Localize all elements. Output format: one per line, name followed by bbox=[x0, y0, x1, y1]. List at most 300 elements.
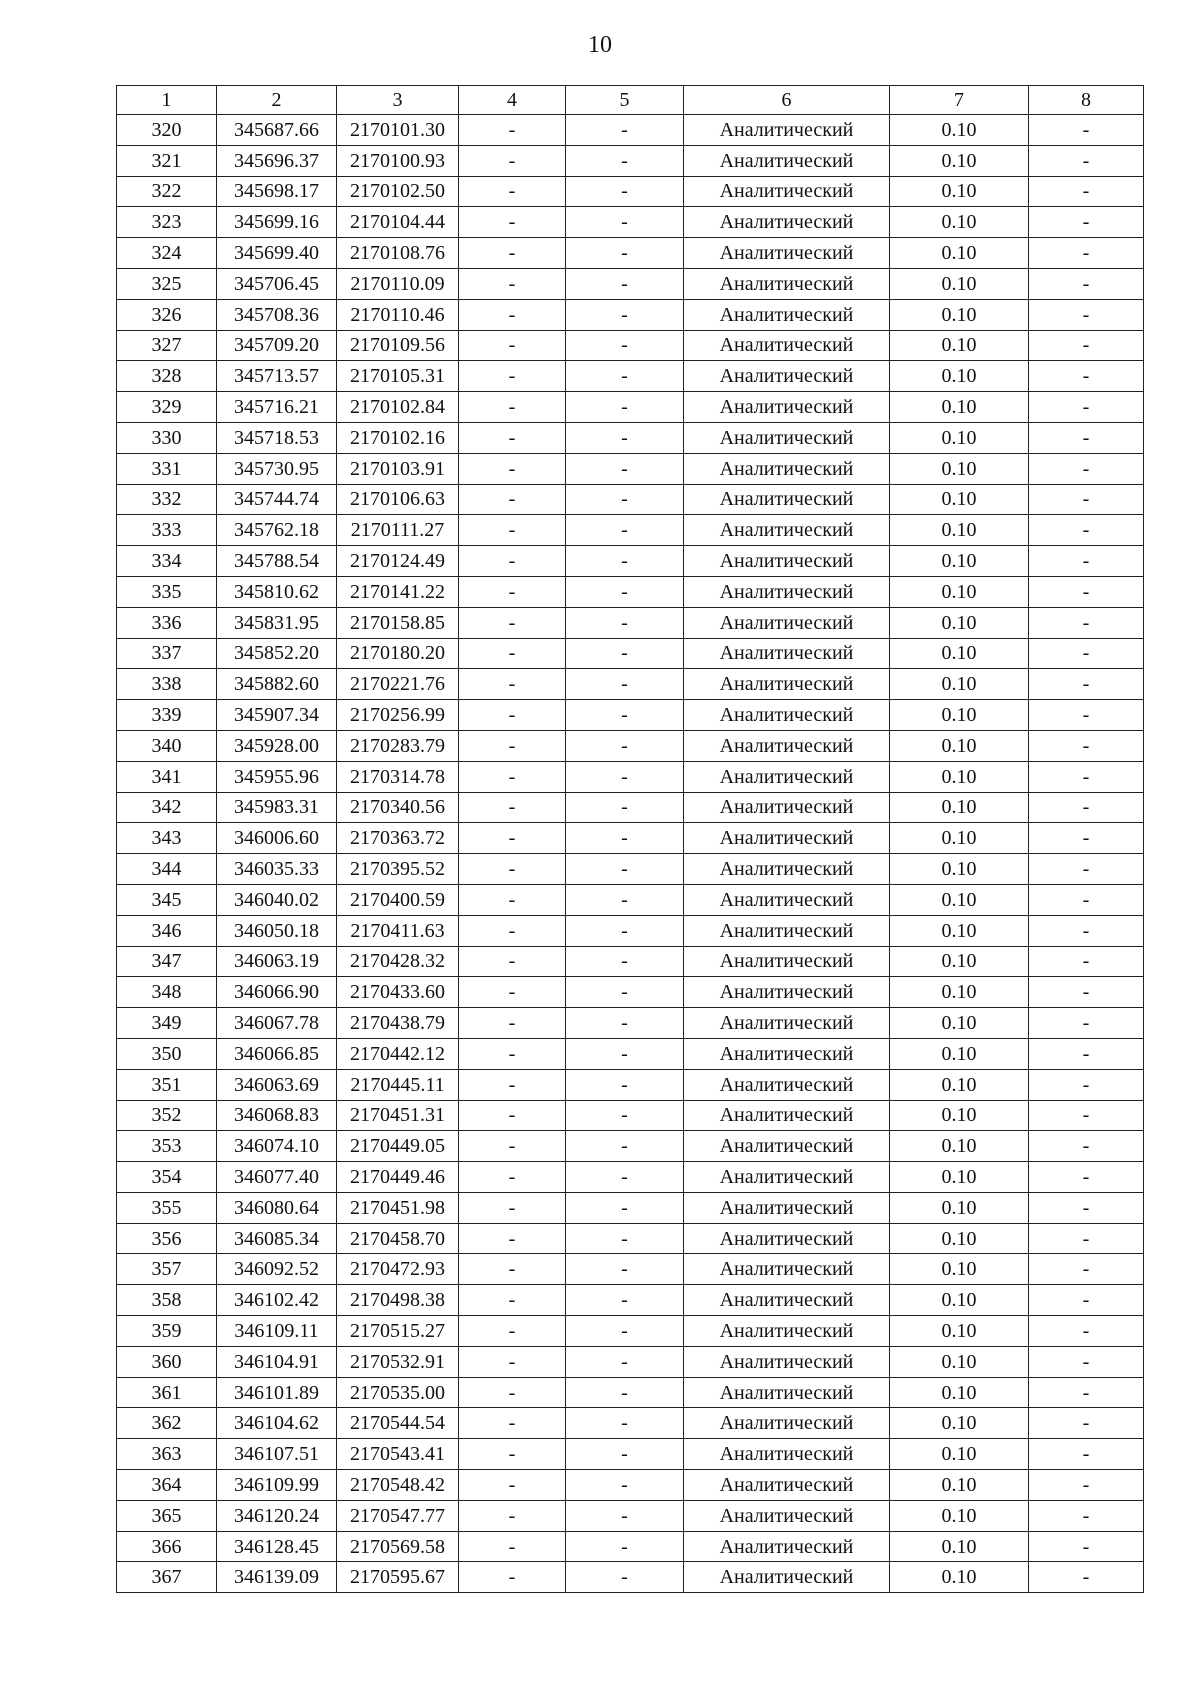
column-4-cell: - bbox=[459, 1100, 566, 1131]
x-coordinate-cell: 345708.36 bbox=[217, 299, 337, 330]
column-5-cell: - bbox=[566, 546, 684, 577]
method-cell: Аналитический bbox=[684, 1408, 890, 1439]
y-coordinate-cell: 2170547.77 bbox=[337, 1500, 459, 1531]
column-8-cell: - bbox=[1029, 1131, 1144, 1162]
point-number-cell: 336 bbox=[117, 607, 217, 638]
column-5-cell: - bbox=[566, 1316, 684, 1347]
column-5-cell: - bbox=[566, 576, 684, 607]
point-number-cell: 347 bbox=[117, 946, 217, 977]
point-number-cell: 330 bbox=[117, 422, 217, 453]
column-header: 6 bbox=[684, 86, 890, 115]
accuracy-cell: 0.10 bbox=[890, 515, 1029, 546]
accuracy-cell: 0.10 bbox=[890, 638, 1029, 669]
column-5-cell: - bbox=[566, 207, 684, 238]
column-4-cell: - bbox=[459, 1162, 566, 1193]
column-4-cell: - bbox=[459, 330, 566, 361]
accuracy-cell: 0.10 bbox=[890, 422, 1029, 453]
column-8-cell: - bbox=[1029, 453, 1144, 484]
method-cell: Аналитический bbox=[684, 1038, 890, 1069]
table-row bbox=[117, 761, 1144, 792]
table-row bbox=[117, 1131, 1144, 1162]
point-number-cell: 343 bbox=[117, 823, 217, 854]
column-5-cell: - bbox=[566, 884, 684, 915]
column-5-cell: - bbox=[566, 1408, 684, 1439]
point-number-cell: 363 bbox=[117, 1439, 217, 1470]
column-4-cell: - bbox=[459, 700, 566, 731]
method-cell: Аналитический bbox=[684, 1069, 890, 1100]
y-coordinate-cell: 2170101.30 bbox=[337, 115, 459, 146]
x-coordinate-cell: 345928.00 bbox=[217, 730, 337, 761]
accuracy-cell: 0.10 bbox=[890, 1162, 1029, 1193]
y-coordinate-cell: 2170141.22 bbox=[337, 576, 459, 607]
accuracy-cell: 0.10 bbox=[890, 330, 1029, 361]
method-cell: Аналитический bbox=[684, 1470, 890, 1501]
method-cell: Аналитический bbox=[684, 361, 890, 392]
y-coordinate-cell: 2170124.49 bbox=[337, 546, 459, 577]
method-cell: Аналитический bbox=[684, 607, 890, 638]
column-5-cell: - bbox=[566, 761, 684, 792]
column-5-cell: - bbox=[566, 1162, 684, 1193]
y-coordinate-cell: 2170180.20 bbox=[337, 638, 459, 669]
column-5-cell: - bbox=[566, 638, 684, 669]
method-cell: Аналитический bbox=[684, 392, 890, 423]
column-8-cell: - bbox=[1029, 361, 1144, 392]
column-4-cell: - bbox=[459, 576, 566, 607]
accuracy-cell: 0.10 bbox=[890, 1470, 1029, 1501]
column-5-cell: - bbox=[566, 915, 684, 946]
table-row bbox=[117, 515, 1144, 546]
y-coordinate-cell: 2170428.32 bbox=[337, 946, 459, 977]
method-cell: Аналитический bbox=[684, 946, 890, 977]
accuracy-cell: 0.10 bbox=[890, 392, 1029, 423]
x-coordinate-cell: 346085.34 bbox=[217, 1223, 337, 1254]
column-4-cell: - bbox=[459, 176, 566, 207]
point-number-cell: 329 bbox=[117, 392, 217, 423]
y-coordinate-cell: 2170106.63 bbox=[337, 484, 459, 515]
column-5-cell: - bbox=[566, 669, 684, 700]
method-cell: Аналитический bbox=[684, 484, 890, 515]
method-cell: Аналитический bbox=[684, 1316, 890, 1347]
column-5-cell: - bbox=[566, 1069, 684, 1100]
method-cell: Аналитический bbox=[684, 576, 890, 607]
y-coordinate-cell: 2170108.76 bbox=[337, 238, 459, 269]
x-coordinate-cell: 345687.66 bbox=[217, 115, 337, 146]
column-4-cell: - bbox=[459, 638, 566, 669]
column-4-cell: - bbox=[459, 730, 566, 761]
table-row bbox=[117, 238, 1144, 269]
column-8-cell: - bbox=[1029, 607, 1144, 638]
table-row bbox=[117, 1162, 1144, 1193]
column-5-cell: - bbox=[566, 1131, 684, 1162]
point-number-cell: 333 bbox=[117, 515, 217, 546]
x-coordinate-cell: 345762.18 bbox=[217, 515, 337, 546]
y-coordinate-cell: 2170110.46 bbox=[337, 299, 459, 330]
column-5-cell: - bbox=[566, 238, 684, 269]
accuracy-cell: 0.10 bbox=[890, 792, 1029, 823]
column-4-cell: - bbox=[459, 238, 566, 269]
table-row bbox=[117, 946, 1144, 977]
accuracy-cell: 0.10 bbox=[890, 884, 1029, 915]
y-coordinate-cell: 2170104.44 bbox=[337, 207, 459, 238]
method-cell: Аналитический bbox=[684, 1192, 890, 1223]
coordinates-table bbox=[116, 85, 1144, 1593]
method-cell: Аналитический bbox=[684, 1531, 890, 1562]
y-coordinate-cell: 2170569.58 bbox=[337, 1531, 459, 1562]
point-number-cell: 355 bbox=[117, 1192, 217, 1223]
column-5-cell: - bbox=[566, 515, 684, 546]
x-coordinate-cell: 345907.34 bbox=[217, 700, 337, 731]
column-8-cell: - bbox=[1029, 422, 1144, 453]
method-cell: Аналитический bbox=[684, 515, 890, 546]
column-5-cell: - bbox=[566, 392, 684, 423]
point-number-cell: 340 bbox=[117, 730, 217, 761]
table-row bbox=[117, 484, 1144, 515]
accuracy-cell: 0.10 bbox=[890, 576, 1029, 607]
accuracy-cell: 0.10 bbox=[890, 1008, 1029, 1039]
point-number-cell: 320 bbox=[117, 115, 217, 146]
column-header: 4 bbox=[459, 86, 566, 115]
column-4-cell: - bbox=[459, 1562, 566, 1593]
y-coordinate-cell: 2170515.27 bbox=[337, 1316, 459, 1347]
column-4-cell: - bbox=[459, 1439, 566, 1470]
x-coordinate-cell: 345713.57 bbox=[217, 361, 337, 392]
column-8-cell: - bbox=[1029, 1500, 1144, 1531]
accuracy-cell: 0.10 bbox=[890, 1069, 1029, 1100]
method-cell: Аналитический bbox=[684, 268, 890, 299]
column-8-cell: - bbox=[1029, 207, 1144, 238]
column-5-cell: - bbox=[566, 700, 684, 731]
table-row bbox=[117, 1100, 1144, 1131]
x-coordinate-cell: 345696.37 bbox=[217, 145, 337, 176]
accuracy-cell: 0.10 bbox=[890, 145, 1029, 176]
column-4-cell: - bbox=[459, 854, 566, 885]
point-number-cell: 327 bbox=[117, 330, 217, 361]
column-5-cell: - bbox=[566, 977, 684, 1008]
column-4-cell: - bbox=[459, 884, 566, 915]
point-number-cell: 348 bbox=[117, 977, 217, 1008]
method-cell: Аналитический bbox=[684, 546, 890, 577]
table-row bbox=[117, 1192, 1144, 1223]
x-coordinate-cell: 346128.45 bbox=[217, 1531, 337, 1562]
point-number-cell: 350 bbox=[117, 1038, 217, 1069]
y-coordinate-cell: 2170543.41 bbox=[337, 1439, 459, 1470]
x-coordinate-cell: 346120.24 bbox=[217, 1500, 337, 1531]
column-5-cell: - bbox=[566, 361, 684, 392]
accuracy-cell: 0.10 bbox=[890, 823, 1029, 854]
table-row bbox=[117, 1439, 1144, 1470]
x-coordinate-cell: 345744.74 bbox=[217, 484, 337, 515]
x-coordinate-cell: 345706.45 bbox=[217, 268, 337, 299]
accuracy-cell: 0.10 bbox=[890, 1285, 1029, 1316]
accuracy-cell: 0.10 bbox=[890, 669, 1029, 700]
column-5-cell: - bbox=[566, 453, 684, 484]
x-coordinate-cell: 346063.19 bbox=[217, 946, 337, 977]
table-row bbox=[117, 422, 1144, 453]
table-row bbox=[117, 1069, 1144, 1100]
accuracy-cell: 0.10 bbox=[890, 730, 1029, 761]
y-coordinate-cell: 2170102.16 bbox=[337, 422, 459, 453]
accuracy-cell: 0.10 bbox=[890, 1223, 1029, 1254]
x-coordinate-cell: 346109.99 bbox=[217, 1470, 337, 1501]
accuracy-cell: 0.10 bbox=[890, 607, 1029, 638]
point-number-cell: 337 bbox=[117, 638, 217, 669]
y-coordinate-cell: 2170458.70 bbox=[337, 1223, 459, 1254]
table-row bbox=[117, 1223, 1144, 1254]
method-cell: Аналитический bbox=[684, 299, 890, 330]
table-row bbox=[117, 546, 1144, 577]
point-number-cell: 362 bbox=[117, 1408, 217, 1439]
method-cell: Аналитический bbox=[684, 1346, 890, 1377]
column-8-cell: - bbox=[1029, 669, 1144, 700]
table-row bbox=[117, 392, 1144, 423]
column-5-cell: - bbox=[566, 115, 684, 146]
method-cell: Аналитический bbox=[684, 700, 890, 731]
column-5-cell: - bbox=[566, 1192, 684, 1223]
column-4-cell: - bbox=[459, 1531, 566, 1562]
x-coordinate-cell: 346067.78 bbox=[217, 1008, 337, 1039]
column-8-cell: - bbox=[1029, 145, 1144, 176]
method-cell: Аналитический bbox=[684, 176, 890, 207]
x-coordinate-cell: 346040.02 bbox=[217, 884, 337, 915]
x-coordinate-cell: 346080.64 bbox=[217, 1192, 337, 1223]
column-8-cell: - bbox=[1029, 1223, 1144, 1254]
y-coordinate-cell: 2170451.31 bbox=[337, 1100, 459, 1131]
point-number-cell: 326 bbox=[117, 299, 217, 330]
y-coordinate-cell: 2170449.46 bbox=[337, 1162, 459, 1193]
table-row bbox=[117, 361, 1144, 392]
point-number-cell: 324 bbox=[117, 238, 217, 269]
accuracy-cell: 0.10 bbox=[890, 176, 1029, 207]
column-4-cell: - bbox=[459, 515, 566, 546]
column-header: 7 bbox=[890, 86, 1029, 115]
column-4-cell: - bbox=[459, 1500, 566, 1531]
column-header: 8 bbox=[1029, 86, 1144, 115]
column-8-cell: - bbox=[1029, 268, 1144, 299]
y-coordinate-cell: 2170221.76 bbox=[337, 669, 459, 700]
column-header: 5 bbox=[566, 86, 684, 115]
table-row bbox=[117, 915, 1144, 946]
point-number-cell: 356 bbox=[117, 1223, 217, 1254]
column-4-cell: - bbox=[459, 392, 566, 423]
x-coordinate-cell: 346104.91 bbox=[217, 1346, 337, 1377]
y-coordinate-cell: 2170111.27 bbox=[337, 515, 459, 546]
x-coordinate-cell: 346066.90 bbox=[217, 977, 337, 1008]
column-4-cell: - bbox=[459, 299, 566, 330]
method-cell: Аналитический bbox=[684, 669, 890, 700]
column-4-cell: - bbox=[459, 1038, 566, 1069]
column-8-cell: - bbox=[1029, 1470, 1144, 1501]
method-cell: Аналитический bbox=[684, 207, 890, 238]
point-number-cell: 354 bbox=[117, 1162, 217, 1193]
method-cell: Аналитический bbox=[684, 1008, 890, 1039]
column-4-cell: - bbox=[459, 361, 566, 392]
table-row bbox=[117, 1285, 1144, 1316]
accuracy-cell: 0.10 bbox=[890, 1377, 1029, 1408]
y-coordinate-cell: 2170411.63 bbox=[337, 915, 459, 946]
table-row bbox=[117, 207, 1144, 238]
column-8-cell: - bbox=[1029, 330, 1144, 361]
column-8-cell: - bbox=[1029, 1008, 1144, 1039]
column-5-cell: - bbox=[566, 176, 684, 207]
y-coordinate-cell: 2170535.00 bbox=[337, 1377, 459, 1408]
column-4-cell: - bbox=[459, 1254, 566, 1285]
column-8-cell: - bbox=[1029, 1316, 1144, 1347]
table-row bbox=[117, 700, 1144, 731]
column-4-cell: - bbox=[459, 115, 566, 146]
column-5-cell: - bbox=[566, 1562, 684, 1593]
method-cell: Аналитический bbox=[684, 1285, 890, 1316]
column-8-cell: - bbox=[1029, 977, 1144, 1008]
table-body bbox=[117, 115, 1144, 1593]
table-row bbox=[117, 453, 1144, 484]
column-4-cell: - bbox=[459, 484, 566, 515]
accuracy-cell: 0.10 bbox=[890, 361, 1029, 392]
method-cell: Аналитический bbox=[684, 238, 890, 269]
column-4-cell: - bbox=[459, 422, 566, 453]
y-coordinate-cell: 2170548.42 bbox=[337, 1470, 459, 1501]
point-number-cell: 349 bbox=[117, 1008, 217, 1039]
column-8-cell: - bbox=[1029, 176, 1144, 207]
table-row bbox=[117, 115, 1144, 146]
column-4-cell: - bbox=[459, 607, 566, 638]
x-coordinate-cell: 346109.11 bbox=[217, 1316, 337, 1347]
method-cell: Аналитический bbox=[684, 1131, 890, 1162]
x-coordinate-cell: 346063.69 bbox=[217, 1069, 337, 1100]
method-cell: Аналитический bbox=[684, 1100, 890, 1131]
method-cell: Аналитический bbox=[684, 1162, 890, 1193]
column-4-cell: - bbox=[459, 1470, 566, 1501]
column-8-cell: - bbox=[1029, 546, 1144, 577]
table-row bbox=[117, 792, 1144, 823]
column-8-cell: - bbox=[1029, 1346, 1144, 1377]
table-row bbox=[117, 1531, 1144, 1562]
method-cell: Аналитический bbox=[684, 792, 890, 823]
point-number-cell: 325 bbox=[117, 268, 217, 299]
column-5-cell: - bbox=[566, 854, 684, 885]
x-coordinate-cell: 346092.52 bbox=[217, 1254, 337, 1285]
accuracy-cell: 0.10 bbox=[890, 115, 1029, 146]
column-header: 2 bbox=[217, 86, 337, 115]
column-5-cell: - bbox=[566, 1500, 684, 1531]
method-cell: Аналитический bbox=[684, 422, 890, 453]
table-row bbox=[117, 1316, 1144, 1347]
y-coordinate-cell: 2170363.72 bbox=[337, 823, 459, 854]
x-coordinate-cell: 345788.54 bbox=[217, 546, 337, 577]
column-5-cell: - bbox=[566, 1285, 684, 1316]
y-coordinate-cell: 2170451.98 bbox=[337, 1192, 459, 1223]
point-number-cell: 365 bbox=[117, 1500, 217, 1531]
accuracy-cell: 0.10 bbox=[890, 1038, 1029, 1069]
column-4-cell: - bbox=[459, 823, 566, 854]
point-number-cell: 358 bbox=[117, 1285, 217, 1316]
column-8-cell: - bbox=[1029, 854, 1144, 885]
x-coordinate-cell: 345852.20 bbox=[217, 638, 337, 669]
column-5-cell: - bbox=[566, 268, 684, 299]
y-coordinate-cell: 2170433.60 bbox=[337, 977, 459, 1008]
y-coordinate-cell: 2170102.84 bbox=[337, 392, 459, 423]
table-row bbox=[117, 884, 1144, 915]
x-coordinate-cell: 346102.42 bbox=[217, 1285, 337, 1316]
accuracy-cell: 0.10 bbox=[890, 1316, 1029, 1347]
y-coordinate-cell: 2170449.05 bbox=[337, 1131, 459, 1162]
accuracy-cell: 0.10 bbox=[890, 268, 1029, 299]
accuracy-cell: 0.10 bbox=[890, 1346, 1029, 1377]
point-number-cell: 352 bbox=[117, 1100, 217, 1131]
point-number-cell: 328 bbox=[117, 361, 217, 392]
accuracy-cell: 0.10 bbox=[890, 700, 1029, 731]
column-5-cell: - bbox=[566, 1254, 684, 1285]
y-coordinate-cell: 2170102.50 bbox=[337, 176, 459, 207]
column-5-cell: - bbox=[566, 730, 684, 761]
y-coordinate-cell: 2170442.12 bbox=[337, 1038, 459, 1069]
y-coordinate-cell: 2170395.52 bbox=[337, 854, 459, 885]
accuracy-cell: 0.10 bbox=[890, 915, 1029, 946]
accuracy-cell: 0.10 bbox=[890, 1131, 1029, 1162]
column-4-cell: - bbox=[459, 145, 566, 176]
accuracy-cell: 0.10 bbox=[890, 238, 1029, 269]
x-coordinate-cell: 345698.17 bbox=[217, 176, 337, 207]
column-8-cell: - bbox=[1029, 946, 1144, 977]
column-8-cell: - bbox=[1029, 1162, 1144, 1193]
x-coordinate-cell: 346077.40 bbox=[217, 1162, 337, 1193]
column-4-cell: - bbox=[459, 669, 566, 700]
column-8-cell: - bbox=[1029, 238, 1144, 269]
column-4-cell: - bbox=[459, 1316, 566, 1347]
method-cell: Аналитический bbox=[684, 638, 890, 669]
point-number-cell: 322 bbox=[117, 176, 217, 207]
column-4-cell: - bbox=[459, 1192, 566, 1223]
table-row bbox=[117, 823, 1144, 854]
y-coordinate-cell: 2170595.67 bbox=[337, 1562, 459, 1593]
y-coordinate-cell: 2170498.38 bbox=[337, 1285, 459, 1316]
point-number-cell: 367 bbox=[117, 1562, 217, 1593]
accuracy-cell: 0.10 bbox=[890, 761, 1029, 792]
point-number-cell: 360 bbox=[117, 1346, 217, 1377]
column-4-cell: - bbox=[459, 915, 566, 946]
y-coordinate-cell: 2170532.91 bbox=[337, 1346, 459, 1377]
point-number-cell: 342 bbox=[117, 792, 217, 823]
point-number-cell: 353 bbox=[117, 1131, 217, 1162]
column-4-cell: - bbox=[459, 1346, 566, 1377]
column-5-cell: - bbox=[566, 422, 684, 453]
column-8-cell: - bbox=[1029, 115, 1144, 146]
y-coordinate-cell: 2170256.99 bbox=[337, 700, 459, 731]
accuracy-cell: 0.10 bbox=[890, 1439, 1029, 1470]
column-8-cell: - bbox=[1029, 1038, 1144, 1069]
column-4-cell: - bbox=[459, 1131, 566, 1162]
table-row bbox=[117, 1470, 1144, 1501]
y-coordinate-cell: 2170103.91 bbox=[337, 453, 459, 484]
table-row bbox=[117, 977, 1144, 1008]
method-cell: Аналитический bbox=[684, 1439, 890, 1470]
accuracy-cell: 0.10 bbox=[890, 453, 1029, 484]
accuracy-cell: 0.10 bbox=[890, 854, 1029, 885]
column-8-cell: - bbox=[1029, 884, 1144, 915]
method-cell: Аналитический bbox=[684, 1500, 890, 1531]
table-row bbox=[117, 730, 1144, 761]
accuracy-cell: 0.10 bbox=[890, 484, 1029, 515]
method-cell: Аналитический bbox=[684, 1254, 890, 1285]
column-8-cell: - bbox=[1029, 1100, 1144, 1131]
point-number-cell: 341 bbox=[117, 761, 217, 792]
column-4-cell: - bbox=[459, 761, 566, 792]
column-8-cell: - bbox=[1029, 299, 1144, 330]
table-row bbox=[117, 1408, 1144, 1439]
column-5-cell: - bbox=[566, 1531, 684, 1562]
column-8-cell: - bbox=[1029, 1377, 1144, 1408]
column-4-cell: - bbox=[459, 1377, 566, 1408]
accuracy-cell: 0.10 bbox=[890, 1562, 1029, 1593]
